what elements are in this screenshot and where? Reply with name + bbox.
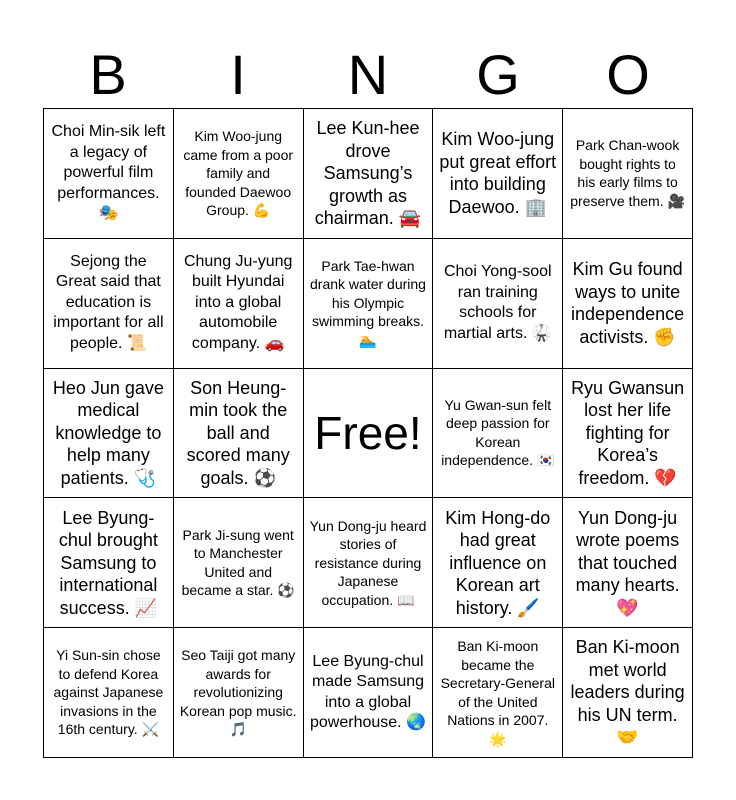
bingo-cell-text: Choi Yong-sool ran training schools for martial arts. 🥋 (443, 263, 552, 342)
bingo-cell-text: Kim Gu found ways to unite independence activists. ✊ (571, 259, 685, 347)
bingo-cell-text: Ban Ki-moon became the Secretary-General of the United Nations in 2007. 🌟 (440, 638, 555, 747)
bingo-board (43, 108, 693, 758)
bingo-cell-r5-c2[interactable] (174, 628, 304, 758)
free-space-cell[interactable] (304, 369, 434, 499)
header-letter-i: I (230, 43, 246, 106)
free-space-label: Free! (314, 406, 422, 459)
bingo-cell-text: Heo Jun gave medical knowledge to help many patients. 🩺 (52, 377, 164, 488)
bingo-cell-r1-c4[interactable] (433, 109, 563, 239)
bingo-cell-r5-c5[interactable] (563, 628, 693, 758)
bingo-cell-r4-c2[interactable] (174, 498, 304, 628)
bingo-cell-r1-c3[interactable] (304, 109, 434, 239)
bingo-cell-r3-c2[interactable] (174, 369, 304, 499)
bingo-cell-text: Park Ji-sung went to Manchester United and became a star. ⚽ (181, 526, 295, 599)
bingo-cell-r3-c1[interactable] (44, 369, 174, 499)
bingo-cell-r4-c5[interactable] (563, 498, 693, 628)
bingo-cell-text: Lee Byung-chul made Samsung into a global powerhouse. 🌏 (310, 652, 426, 732)
bingo-cell-r2-c2[interactable] (174, 239, 304, 369)
bingo-cell-r2-c4[interactable] (433, 239, 563, 369)
bingo-cell-r1-c1[interactable] (44, 109, 174, 239)
header-letter-n: N (347, 43, 389, 106)
bingo-cell-r4-c4[interactable] (433, 498, 563, 628)
bingo-cell-r2-c3[interactable] (304, 239, 434, 369)
bingo-cell-text: Park Tae-hwan drank water during his Olympic swimming breaks. 🏊 (310, 257, 426, 348)
bingo-cell-r2-c5[interactable] (563, 239, 693, 369)
bingo-cell-text: Yi Sun-sin chose to defend Korea against Japanese invasions in the 16th century. ⚔️ (53, 647, 164, 738)
bingo-cell-r5-c1[interactable] (44, 628, 174, 758)
bingo-cell-r5-c3[interactable] (304, 628, 434, 758)
bingo-cell-r3-c5[interactable] (563, 369, 693, 499)
bingo-cell-text: Kim Woo-jung put great effort into building Daewoo. 🏢 (439, 129, 557, 217)
bingo-cell-text: Lee Byung-chul brought Samsung to international success. 📈 (58, 507, 158, 618)
bingo-cell-r4-c1[interactable] (44, 498, 174, 628)
bingo-cell-text: Choi Min-sik left a legacy of powerful film performances. 🎭 (51, 123, 166, 223)
bingo-cell-text: Chung Ju-yung built Hyundai into a global automobile company. 🚗 (183, 252, 293, 352)
bingo-cell-text: Yu Gwan-sun felt deep passion for Korean independence. 🇰🇷 (441, 396, 555, 469)
bingo-cell-text: Park Chan-wook bought rights to his early films to preserve them. 🎥 (570, 137, 685, 209)
header-letter-b: B (89, 43, 127, 106)
bingo-cell-r2-c1[interactable] (44, 239, 174, 369)
bingo-cell-text: Kim Hong-do had great influence on Korean art history. 🖌️ (445, 507, 551, 618)
bingo-cell-text: Ban Ki-moon met world leaders during his UN term. 🤝 (570, 637, 685, 748)
bingo-cell-text: Lee Kun-hee drove Samsung’s growth as chairman. 🚘 (314, 118, 422, 229)
bingo-cell-r4-c3[interactable] (304, 498, 434, 628)
bingo-cell-text: Ryu Gwansun lost her life fighting for Korea’s freedom. 💔 (571, 377, 685, 488)
bingo-cell-text: Sejong the Great said that education is important for all people. 📜 (53, 252, 164, 352)
bingo-cell-r1-c2[interactable] (174, 109, 304, 239)
header-letter-g: G (476, 43, 520, 106)
bingo-cell-text: Kim Woo-jung came from a poor family and founded Daewoo Group. 💪 (183, 128, 294, 219)
bingo-cell-text: Seo Taiji got many awards for revolutionizing Korean pop music. 🎵 (179, 647, 297, 738)
bingo-header (43, 42, 693, 108)
bingo-cell-r1-c5[interactable] (563, 109, 693, 239)
bingo-cell-text: Son Heung-min took the ball and scored many goals. ⚽ (186, 377, 290, 488)
bingo-cell-text: Yun Dong-ju heard stories of resistance during Japanese occupation. 📖 (309, 517, 427, 608)
bingo-cell-r3-c4[interactable] (433, 369, 563, 499)
header-letter-o: O (606, 43, 650, 106)
bingo-cell-r5-c4[interactable] (433, 628, 563, 758)
bingo-cell-text: Yun Dong-ju wrote poems that touched many hearts. 💖 (575, 507, 680, 618)
